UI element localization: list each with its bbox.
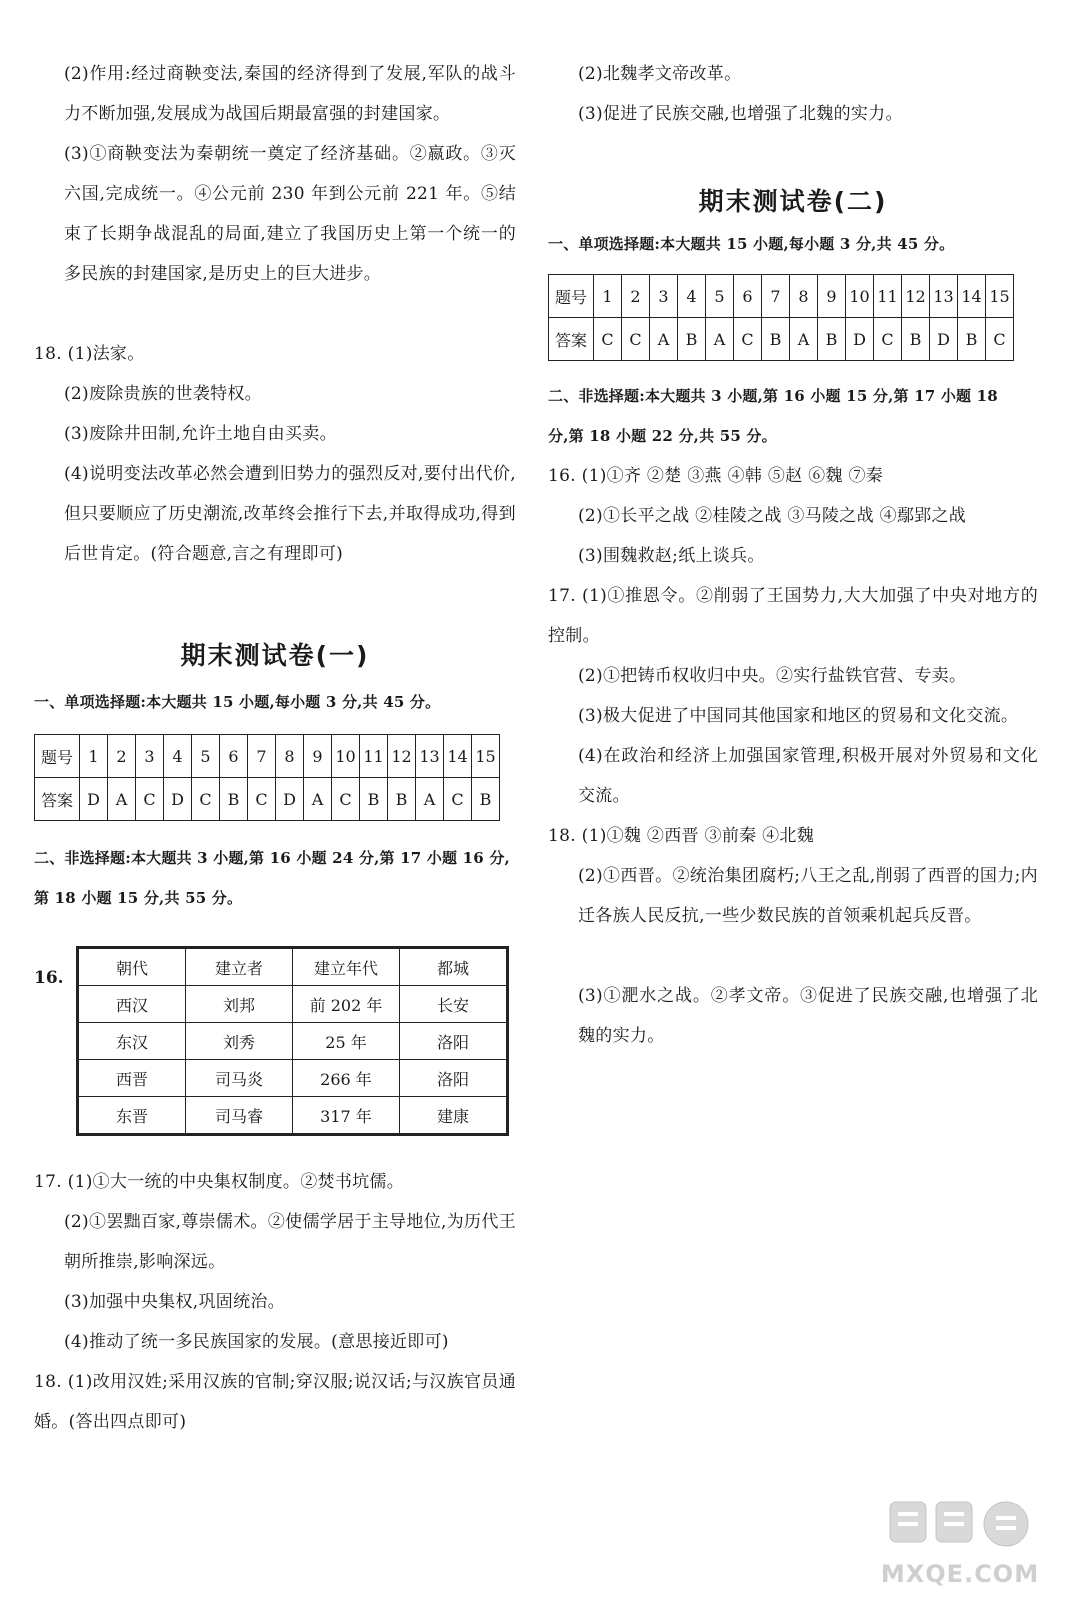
answer-cell: A (108, 778, 136, 821)
table-cell: 西晋 (78, 1060, 186, 1097)
question-number-cell: 6 (734, 275, 762, 318)
answer-text: (3)①淝水之战。②孝文帝。③促进了民族交融,也增强了北魏的实力。 (578, 986, 1038, 1046)
question-number-cell: 9 (304, 735, 332, 778)
exam2-title: 期末测试卷(二) (698, 187, 888, 216)
answer-cell: A (790, 318, 818, 361)
question-number-cell: 11 (360, 735, 388, 778)
answer-text: (2)①罢黜百家,尊崇儒术。②使儒学居于主导地位,为历代王朝所推崇,影响深远。 (64, 1212, 516, 1272)
answer-cell: C (332, 778, 360, 821)
answer-text: (3)废除井田制,允许土地自由买卖。 (64, 424, 337, 444)
answer-cell: C (136, 778, 164, 821)
answer-text: (2)①长平之战 ②桂陵之战 ③马陵之战 ④鄢郢之战 (578, 506, 967, 526)
answer-cell: B (388, 778, 416, 821)
answer-text: (2)作用:经过商鞅变法,秦国的经济得到了发展,军队的战斗力不断加强,发展成为战国后期最富强的封建国家。 (64, 64, 516, 124)
table-cell: 317 年 (293, 1097, 400, 1135)
question-number-cell: 13 (416, 735, 444, 778)
question-number-cell: 9 (818, 275, 846, 318)
question-number-cell: 15 (472, 735, 500, 778)
question-number-cell: 8 (790, 275, 818, 318)
table-row (78, 986, 508, 1023)
question-number-cell: 10 (846, 275, 874, 318)
answer-text: 17. (1)①推恩令。②削弱了王国势力,大大加强了中央对地方的控制。 (548, 586, 1038, 646)
question-number-cell: 14 (444, 735, 472, 778)
answer-cell: C (192, 778, 220, 821)
answer-cell: D (276, 778, 304, 821)
answer-cell: B (762, 318, 790, 361)
answer-cell: A (650, 318, 678, 361)
answer-cell: C (444, 778, 472, 821)
question-number-cell: 10 (332, 735, 360, 778)
answer-cell: A (304, 778, 332, 821)
answer-cell: B (902, 318, 930, 361)
svg-text:MXQE.COM: MXQE.COM (880, 1560, 1040, 1588)
answer-text: (4)推动了统一多民族国家的发展。(意思接近即可) (64, 1332, 449, 1352)
table-cell: 建康 (400, 1097, 508, 1135)
question-number-cell: 4 (164, 735, 192, 778)
question-number-cell: 5 (706, 275, 734, 318)
table-cell: 洛阳 (400, 1023, 508, 1060)
q16-label: 16. (34, 968, 64, 988)
table-cell: 司马炎 (186, 1060, 293, 1097)
table-cell: 25 年 (293, 1023, 400, 1060)
answer-cell: A (416, 778, 444, 821)
table-header-row (78, 948, 508, 986)
answer-text: (4)说明变法改革必然会遭到旧势力的强烈反对,要付出代价,但只要顺应了历史潮流,改革终会推行下去,并取得成功,得到后世肯定。(符合题意,言之有理即可) (64, 464, 516, 564)
question-number-cell: 11 (874, 275, 902, 318)
question-number-cell: 8 (276, 735, 304, 778)
table-cell: 东晋 (78, 1097, 186, 1135)
table-cell: 建立年代 (293, 948, 400, 986)
answer-text: (2)①西晋。②统治集团腐朽;八王之乱,削弱了西晋的国力;内迁各族人民反抗,一些少数民族的首领乘机起兵反晋。 (578, 866, 1038, 926)
answer-cell: D (80, 778, 108, 821)
answer-text: 18. (1)法家。 (34, 344, 145, 364)
table-label-question: 题号 (35, 735, 80, 778)
question-number-cell: 1 (594, 275, 622, 318)
table-cell: 刘秀 (186, 1023, 293, 1060)
question-number-cell: 2 (622, 275, 650, 318)
answer-cell: B (220, 778, 248, 821)
answer-cell: D (930, 318, 958, 361)
question-number-cell: 14 (958, 275, 986, 318)
table-row (78, 1097, 508, 1135)
table-label-answer: 答案 (35, 778, 80, 821)
exam2-section1: 一、单项选择题:本大题共 15 小题,每小题 3 分,共 45 分。 (548, 235, 955, 253)
table-cell: 洛阳 (400, 1060, 508, 1097)
exam1-title: 期末测试卷(一) (180, 641, 370, 670)
table-cell: 前 202 年 (293, 986, 400, 1023)
table-cell: 266 年 (293, 1060, 400, 1097)
answer-text: (3)促进了民族交融,也增强了北魏的实力。 (578, 104, 903, 124)
answer-cell: D (164, 778, 192, 821)
question-number-cell: 12 (388, 735, 416, 778)
answer-cell: B (472, 778, 500, 821)
answer-text: (3)极大促进了中国同其他国家和地区的贸易和文化交流。 (578, 706, 1019, 726)
question-number-cell: 15 (986, 275, 1014, 318)
answer-cell: C (594, 318, 622, 361)
exam1-section2: 二、非选择题:本大题共 3 小题,第 16 小题 24 分,第 17 小题 16 分,第 18 小题 15 分,共 55 分。 (34, 849, 510, 907)
answer-text: 16. (1)①齐 ②楚 ③燕 ④韩 ⑤赵 ⑥魏 ⑦秦 (548, 466, 884, 486)
exam1-answer-table (34, 734, 500, 821)
answer-cell: C (622, 318, 650, 361)
answer-cell: C (248, 778, 276, 821)
table-cell: 司马睿 (186, 1097, 293, 1135)
table-label-answer: 答案 (549, 318, 594, 361)
question-number-cell: 12 (902, 275, 930, 318)
answer-text: (2)北魏孝文帝改革。 (578, 64, 742, 84)
table-cell: 东汉 (78, 1023, 186, 1060)
answer-cell: C (734, 318, 762, 361)
answer-cell: B (678, 318, 706, 361)
answer-text: 17. (1)①大一统的中央集权制度。②焚书坑儒。 (34, 1172, 405, 1192)
answer-cell: C (874, 318, 902, 361)
table-cell: 刘邦 (186, 986, 293, 1023)
answer-text: (3)①商鞅变法为秦朝统一奠定了经济基础。②嬴政。③灭六国,完成统一。④公元前 230 年到公元前 221 年。⑤结束了长期争战混乱的局面,建立了我国历史上第一个统一的多民族的封建国家,是历史上的巨大进步。 (64, 144, 516, 284)
table-cell: 建立者 (186, 948, 293, 986)
table-label-question: 题号 (549, 275, 594, 318)
question-number-cell: 13 (930, 275, 958, 318)
table-cell: 西汉 (78, 986, 186, 1023)
answer-cell: B (818, 318, 846, 361)
answer-cell: B (958, 318, 986, 361)
table-row (78, 1060, 508, 1097)
question-number-cell: 7 (248, 735, 276, 778)
question-number-cell: 6 (220, 735, 248, 778)
question-number-cell: 3 (650, 275, 678, 318)
table-cell: 朝代 (78, 948, 186, 986)
answer-text: (4)在政治和经济上加强国家管理,积极开展对外贸易和文化交流。 (578, 746, 1038, 806)
exam2-section2: 二、非选择题:本大题共 3 小题,第 16 小题 15 分,第 17 小题 18 分,第 18 小题 22 分,共 55 分。 (548, 387, 998, 445)
watermark-logo (860, 1496, 1060, 1596)
answer-cell: A (706, 318, 734, 361)
question-number-cell: 3 (136, 735, 164, 778)
answer-cell: C (986, 318, 1014, 361)
answer-text: (3)围魏救赵;纸上谈兵。 (578, 546, 765, 566)
question-number-cell: 1 (80, 735, 108, 778)
exam2-answer-table (548, 274, 1014, 361)
answer-cell: B (360, 778, 388, 821)
question-number-cell: 4 (678, 275, 706, 318)
answer-text: (2)废除贵族的世袭特权。 (64, 384, 262, 404)
answer-text: 18. (1)①魏 ②西晋 ③前秦 ④北魏 (548, 826, 815, 846)
question-number-cell: 5 (192, 735, 220, 778)
question-number-cell: 7 (762, 275, 790, 318)
table-cell: 长安 (400, 986, 508, 1023)
dynasty-table (76, 946, 509, 1136)
answer-cell: D (846, 318, 874, 361)
answer-text: 18. (1)改用汉姓;采用汉族的官制;穿汉服;说汉话;与汉族官员通婚。(答出四点即可) (34, 1372, 516, 1432)
answer-text: (3)加强中央集权,巩固统治。 (64, 1292, 285, 1312)
table-cell: 都城 (400, 948, 508, 986)
answer-text: (2)①把铸币权收归中央。②实行盐铁官营、专卖。 (578, 666, 967, 686)
exam1-section1: 一、单项选择题:本大题共 15 小题,每小题 3 分,共 45 分。 (34, 693, 441, 711)
question-number-cell: 2 (108, 735, 136, 778)
table-row (78, 1023, 508, 1060)
